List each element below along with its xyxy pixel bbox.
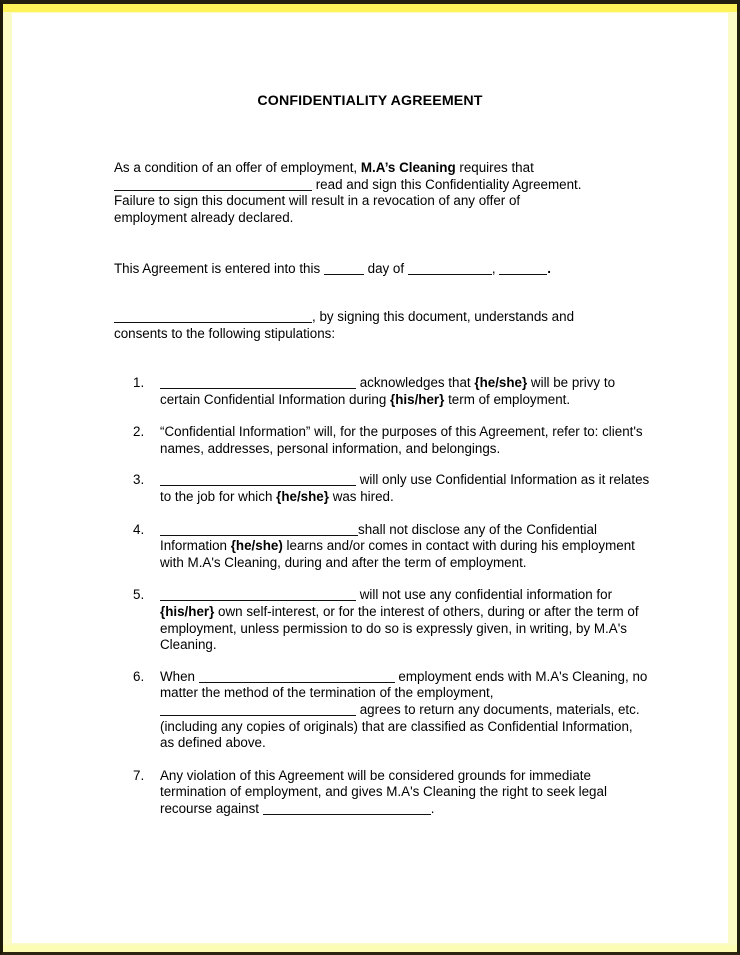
date-clause-mid: day of — [363, 261, 408, 276]
stipulation-text: was hired. — [328, 488, 394, 504]
stipulation-text: acknowledges that — [356, 375, 475, 390]
pronoun-placeholder: {his/her} — [160, 603, 215, 619]
intro-line1-lead: As a condition of an offer of employment, — [114, 160, 361, 175]
consent-clause-line1: , by signing this document, understands and — [312, 309, 575, 324]
blank-fill-in[interactable] — [160, 474, 356, 486]
stipulation-number: 6. — [133, 668, 145, 684]
blank-fill-in[interactable] — [263, 803, 431, 815]
stipulation-item — [130, 669, 650, 752]
blank-fill-in[interactable] — [160, 704, 356, 716]
document-title: CONFIDENTIALITY AGREEMENT — [257, 93, 483, 109]
pronoun-placeholder: {he/she) — [230, 538, 283, 554]
stipulation-text: own self-interest, or for the interest of others, during or after the term of employment, unless permission to do so is expressly given, in writing, by M.A's Cleaning. — [160, 603, 639, 653]
stipulation-text: shall not disclose any of the Confidential Information — [160, 521, 597, 554]
stipulation-text: agrees to return any documents, materials, etc. (including any copies of originals) that are classified as Confidential Information, as defined above. — [160, 701, 640, 751]
blank-fill-in[interactable] — [160, 524, 358, 536]
stipulation-item — [130, 424, 650, 457]
date-clause-prefix: This Agreement is entered into this — [114, 261, 324, 276]
stipulation-item — [130, 587, 650, 653]
blank-day[interactable] — [324, 263, 364, 275]
frame-band-top — [3, 4, 737, 12]
blank-fill-in[interactable] — [199, 671, 395, 683]
pronoun-placeholder: {his/her} — [390, 391, 445, 407]
stipulation-number: 5. — [133, 587, 145, 603]
blank-year[interactable] — [499, 263, 547, 275]
stipulation-text: will not use any confidential information for — [356, 587, 613, 603]
stipulation-text: “Confidential Information” will, for the purposes of this Agreement, refer to: client's names, addresses, personal information, and belongings. — [160, 424, 643, 456]
stipulation-item — [130, 472, 650, 505]
blank-employee-name-intro[interactable] — [114, 179, 312, 191]
stipulation-text: Any violation of this Agreement will be considered grounds for immediate termination of employment, and gives M.A's Cleaning the right to seek legal recourse against — [160, 767, 607, 816]
stipulation-text: term of employment. — [444, 391, 571, 407]
intro-paragraph — [114, 160, 642, 226]
blank-month[interactable] — [408, 263, 492, 275]
document-body — [12, 13, 728, 943]
stipulation-number: 4. — [133, 521, 145, 537]
blank-employee-name-consent[interactable] — [114, 311, 312, 323]
stipulation-text: will be privy to certain Confidential Information during — [160, 375, 616, 407]
stipulation-number: 1. — [133, 375, 145, 390]
intro-line4: employment already declared. — [114, 209, 294, 225]
date-clause-comma: , — [491, 261, 500, 276]
blank-fill-in[interactable] — [160, 589, 356, 601]
stipulation-item — [130, 768, 650, 818]
intro-line1-tail: requires that — [455, 160, 534, 175]
intro-line2: read and sign this Confidentiality Agreement. — [312, 176, 582, 192]
stipulations-list — [130, 375, 650, 833]
blank-fill-in[interactable] — [160, 377, 356, 389]
pronoun-placeholder: {he/she} — [276, 488, 329, 504]
frame-band-bottom — [3, 945, 737, 952]
stipulation-item — [130, 375, 650, 408]
pronoun-placeholder: {he/she} — [474, 375, 528, 390]
stipulation-item — [130, 522, 650, 572]
consent-clause — [114, 309, 642, 342]
consent-clause-line2: consents to the following stipulations: — [114, 325, 336, 341]
stipulation-text: will only use Confidential Information as it relates to the job for which — [160, 472, 650, 504]
intro-line3: Failure to sign this document will result in a revocation of any offer of — [114, 193, 521, 209]
stipulation-number: 2. — [133, 424, 145, 440]
document-sheet — [12, 13, 728, 943]
stipulation-number: 3. — [133, 472, 145, 488]
date-clause — [114, 261, 642, 278]
company-name-bold: M.A’s Cleaning — [360, 160, 456, 175]
stipulation-text: learns and/or comes in contact with during his employment with M.A's Cleaning, during and after the term of employment. — [160, 538, 635, 570]
stipulation-text: . — [430, 800, 435, 816]
stipulation-text: employment ends with M.A's Cleaning, no matter the method of the termination of the employment, — [160, 668, 648, 701]
date-clause-period: . — [547, 261, 552, 276]
stipulation-number: 7. — [133, 767, 145, 783]
stipulation-text: When — [160, 668, 199, 684]
